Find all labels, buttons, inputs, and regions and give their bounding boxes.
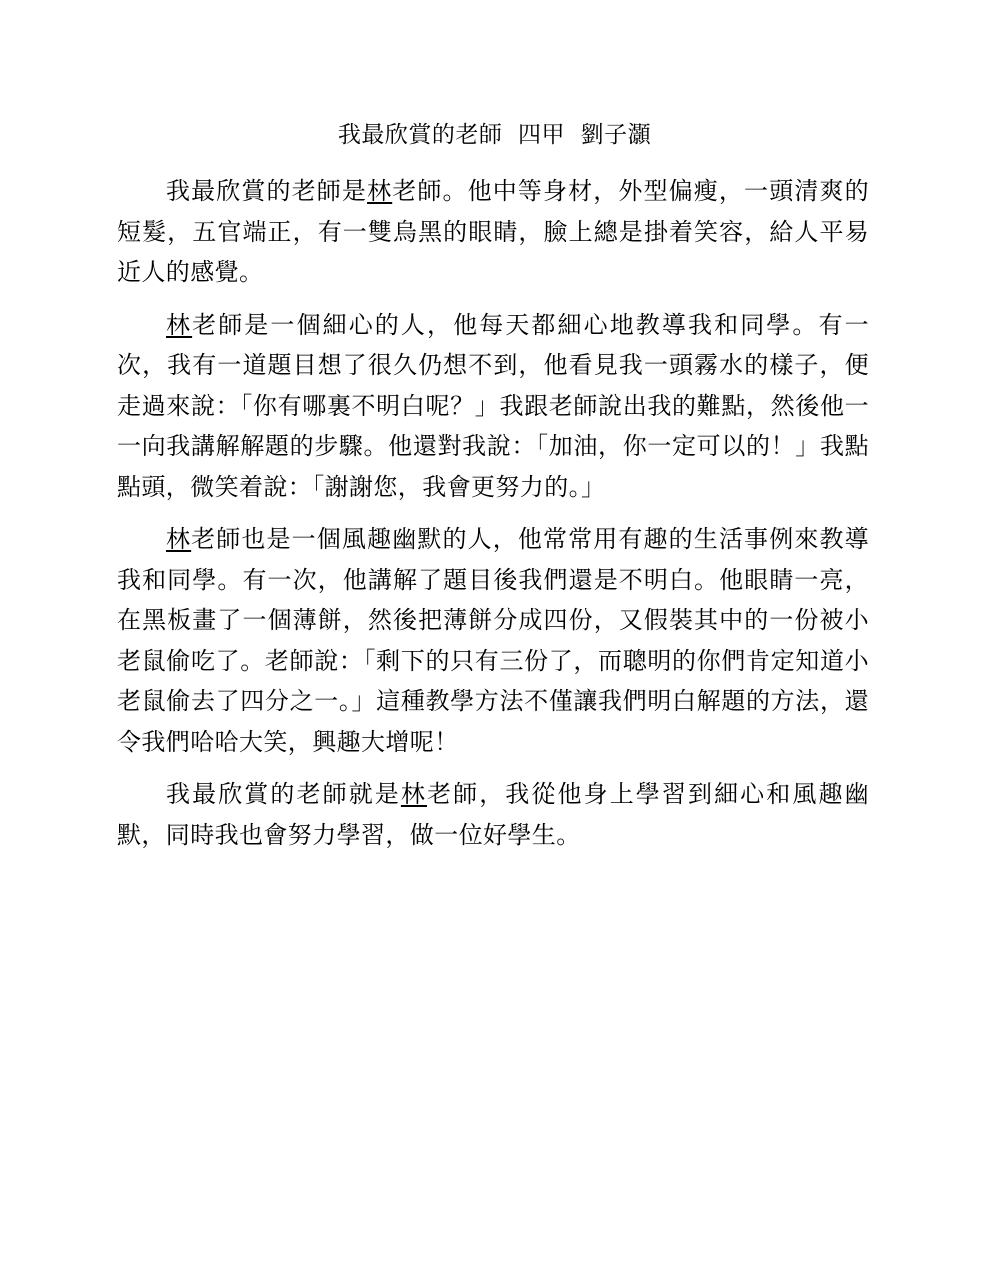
essay-title: 我最欣賞的老師 四甲 劉子灝 — [337, 122, 652, 148]
paragraph-text: 老師，我從他身上學習到細心和風趣幽默，同時我也會努力學習，做一位好學生。 — [117, 780, 869, 849]
paragraph-4 — [117, 774, 869, 855]
underlined-name: 林 — [400, 780, 427, 808]
underlined-name: 林 — [166, 525, 192, 553]
paragraph-text: 老師也是一個風趣幽默的人，他常常用有趣的生活事例來教導我和同學。有一次，他講解了題目後我們還是不明白。他眼睛一亮，在黑板畫了一個薄餅，然後把薄餅分成四份，又假裝其中的一份被小老鼠偷吃了。老師說：「剩下的只有三份了，而聰明的你們肯定知道小老鼠偷去了四分之一。」這種教學方法不僅讓我們明白解題的方法，還令我們哈哈大笑，興趣大增呢！ — [117, 525, 869, 756]
paragraph-1 — [117, 171, 869, 293]
underlined-name: 林 — [166, 310, 193, 339]
paragraph-text: 老師。他中等身材，外型偏瘦，一頭清爽的短髮，五官端正，有一雙烏黑的眼睛，臉上總是掛着笑容，給人平易近人的感覺。 — [117, 177, 869, 286]
paragraph-text: 我最欣賞的老師是 — [166, 177, 368, 205]
underlined-name: 林 — [367, 177, 393, 205]
paragraph-2 — [117, 305, 869, 508]
paragraph-3 — [117, 519, 869, 762]
paragraph-text: 我最欣賞的老師就是 — [166, 780, 401, 808]
essay-body — [117, 171, 869, 867]
paragraph-text: 老師是一個細心的人，他每天都細心地教導我和同學。有一次，我有一道題目想了很久仍想不到，他看見我一頭霧水的樣子，便走過來說：「你有哪裏不明白呢？」我跟老師說出我的難點，然後他一一向我講解解題的步驟。他還對我說：「加油，你一定可以的！」我點點頭，微笑着說：「謝謝您，我會更努力的。」 — [117, 310, 869, 501]
